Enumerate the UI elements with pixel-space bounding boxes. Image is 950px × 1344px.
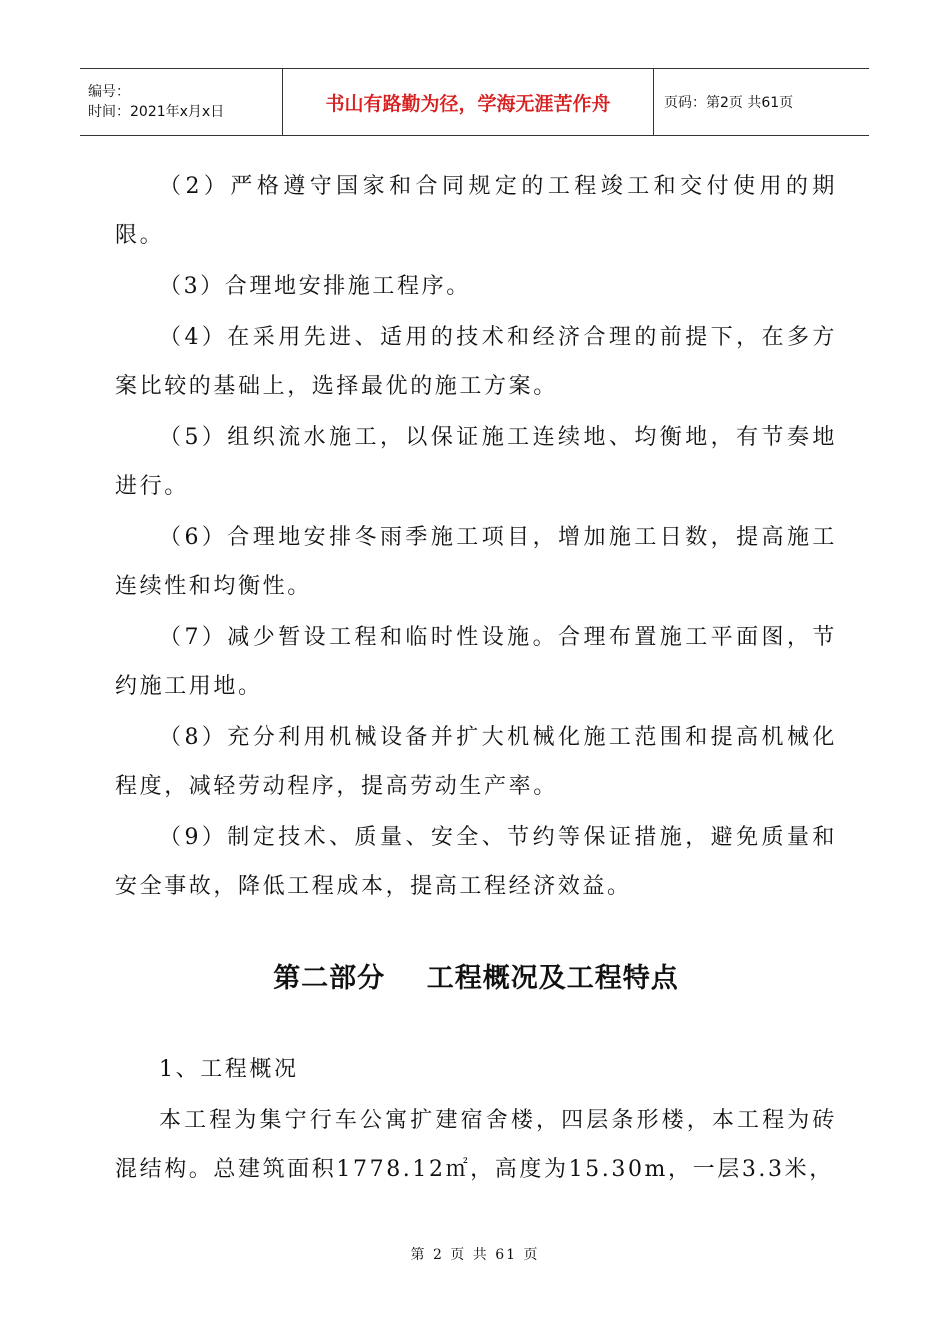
document-date: 时间：2021年x月x日: [88, 104, 225, 120]
list-item: （4）在采用先进、适用的技术和经济合理的前提下，在多方案比较的基础上，选择最优的施工方案。: [115, 325, 837, 399]
list-item: （7）减少暂设工程和临时性设施。合理布置施工平面图，节约施工用地。: [115, 625, 837, 699]
header-page-info: 页码：第2页 共61页: [664, 95, 794, 111]
list-item: （6）合理地安排冬雨季施工项目，增加施工日数，提高施工连续性和均衡性。: [115, 525, 837, 599]
header-motto: 书山有路勤为径，学海无涯苦作舟: [283, 69, 654, 135]
section-heading: 第二部分 工程概况及工程特点: [273, 963, 679, 994]
list-item: （2）严格遵守国家和合同规定的工程竣工和交付使用的期限。: [115, 174, 837, 248]
page-header: [80, 68, 869, 136]
header-meta: [80, 69, 283, 135]
document-number-label: 编号：: [88, 84, 130, 100]
page-footer: 第 2 页 共 61 页: [410, 1247, 540, 1263]
list-item: （9）制定技术、质量、安全、节约等保证措施，避免质量和安全事故，降低工程成本，提高工程经济效益。: [115, 825, 837, 899]
body-paragraph: 本工程为集宁行车公寓扩建宿舍楼，四层条形楼，本工程为砖混结构。总建筑面积1778.12㎡，高度为15.30m，一层3.3米，: [115, 1108, 837, 1182]
list-item: （3）合理地安排施工程序。: [159, 274, 471, 299]
document-body: [115, 162, 837, 1196]
list-item: （8）充分利用机械设备并扩大机械化施工范围和提高机械化程度，减轻劳动程序，提高劳动生产率。: [115, 725, 837, 799]
list-item: （5）组织流水施工，以保证施工连续地、均衡地，有节奏地进行。: [115, 425, 837, 499]
sub-heading: 1、工程概况: [159, 1057, 299, 1082]
